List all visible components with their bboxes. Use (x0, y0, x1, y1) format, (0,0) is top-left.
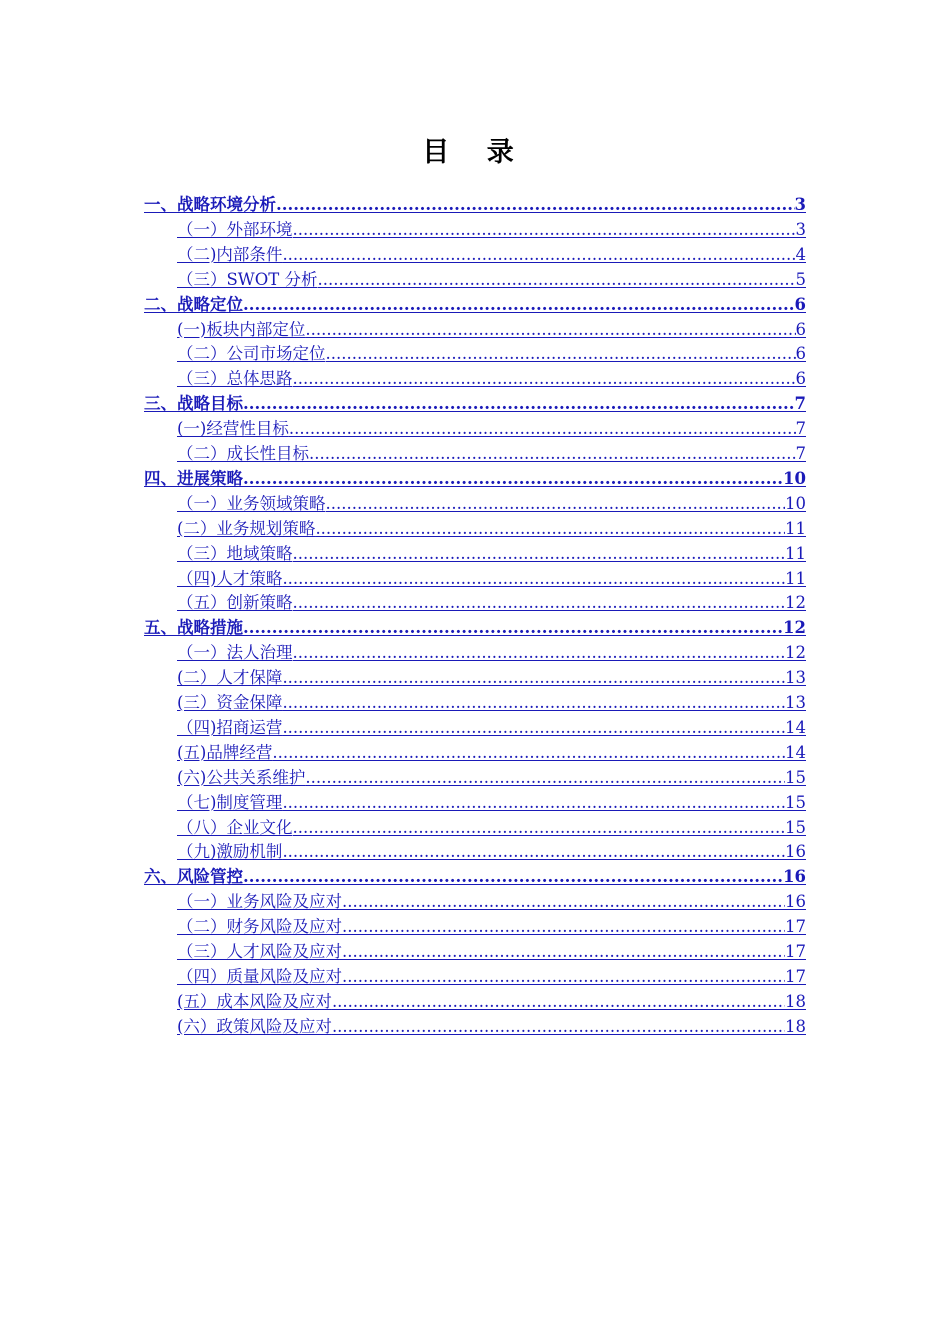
toc-page-number: 6 (795, 344, 806, 364)
toc-dot-leader (342, 964, 785, 989)
toc-entry-title: （一）外部环境 (177, 219, 293, 239)
toc-page-number: 3 (794, 195, 806, 214)
toc-entry-title: （一）法人治理 (177, 643, 293, 663)
toc-entry-title: （二）财务风险及应对 (177, 917, 342, 937)
toc-page-number: 17 (785, 917, 806, 937)
toc-section-link[interactable] (177, 317, 806, 342)
toc-dot-leader (293, 217, 796, 242)
toc-page-number: 15 (785, 767, 806, 787)
toc-dot-leader (282, 566, 785, 591)
toc-entry-title: 三、战略目标 (144, 394, 243, 414)
toc-page-number: 12 (785, 643, 806, 663)
toc-entry-title: 二、战略定位 (144, 294, 243, 314)
toc-entry-title: (六)公共关系维护 (177, 767, 306, 787)
toc-page-number: 14 (785, 742, 806, 762)
toc-entry-title: （四)招商运营 (177, 717, 283, 737)
toc-section-link[interactable] (177, 715, 806, 740)
toc-entry-title: (二）人才保障 (177, 668, 283, 688)
toc-page-number: 10 (785, 493, 806, 513)
toc-section-link[interactable] (177, 839, 806, 864)
toc-page-number: 12 (785, 593, 806, 613)
toc-dot-leader (305, 765, 785, 790)
toc-chapter-link[interactable] (144, 466, 806, 491)
toc-section-link[interactable] (177, 267, 806, 292)
toc-entry-title: (一)板块内部定位 (177, 319, 306, 339)
toc-section-link[interactable] (177, 1014, 806, 1039)
toc-entry-title: (一)经营性目标 (177, 419, 289, 439)
toc-entry-title: （三）总体思路 (177, 369, 293, 389)
toc-dot-leader (282, 790, 785, 815)
toc-page-number: 17 (785, 966, 806, 986)
toc-section-link[interactable] (177, 640, 806, 665)
toc-page-number: 16 (785, 892, 806, 912)
toc-page-number: 5 (795, 269, 806, 289)
toc-entry-title: （一）业务风险及应对 (177, 892, 342, 912)
toc-dot-leader (272, 740, 785, 765)
toc-page-number: 16 (783, 867, 806, 887)
toc-dot-leader (342, 939, 785, 964)
toc-dot-leader (309, 441, 796, 466)
toc-section-link[interactable] (177, 914, 806, 939)
toc-dot-leader (243, 864, 783, 889)
toc-entry-title: （四)人才策略 (177, 568, 283, 588)
toc-page-number: 18 (785, 991, 806, 1011)
toc-section-link[interactable] (177, 366, 806, 391)
toc-page-number: 13 (785, 693, 806, 712)
toc-page-number: 4 (795, 244, 806, 264)
toc-entry-title: （一）业务领域策略 (177, 493, 326, 513)
toc-dot-leader (326, 491, 786, 516)
toc-page-number: 12 (783, 618, 806, 638)
toc-chapter-link[interactable] (144, 192, 806, 217)
toc-page-number: 3 (795, 219, 806, 239)
toc-section-link[interactable] (177, 590, 806, 615)
toc-entry-title: （二）成长性目标 (177, 444, 309, 463)
toc-chapter-link[interactable] (144, 391, 806, 416)
toc-dot-leader (243, 466, 783, 491)
toc-entry-title: （八）企业文化 (177, 817, 293, 837)
toc-entry-title: （二）公司市场定位 (177, 344, 326, 364)
toc-title: 目 录 (422, 137, 528, 168)
toc-dot-leader (282, 665, 785, 690)
toc-dot-leader (293, 590, 786, 615)
toc-dot-leader (332, 1014, 785, 1039)
toc-entry-title: （九)激励机制 (177, 842, 283, 862)
toc-section-link[interactable] (177, 665, 806, 690)
toc-entry-title: （四）质量风险及应对 (177, 966, 342, 986)
toc-page-number: 7 (795, 419, 806, 439)
toc-page-number: 6 (794, 294, 806, 314)
toc-dot-leader (293, 815, 786, 840)
toc-dot-leader (243, 391, 795, 416)
toc-page-number: 7 (794, 394, 806, 414)
toc-section-link[interactable] (177, 491, 806, 516)
toc-dot-leader (332, 989, 785, 1014)
toc-entry-title: （七)制度管理 (177, 792, 283, 812)
toc-section-link[interactable] (177, 964, 806, 989)
toc-section-link[interactable] (177, 790, 806, 815)
toc-dot-leader (293, 366, 796, 391)
toc-dot-leader (293, 541, 786, 566)
toc-entry-title: (五）成本风险及应对 (177, 991, 332, 1011)
toc-section-link[interactable] (177, 341, 806, 366)
toc-entry-title: （三）SWOT 分析 (177, 269, 318, 289)
toc-dot-leader (318, 267, 796, 292)
toc-section-link[interactable] (177, 939, 806, 964)
toc-entry-title: 一、战略环境分析 (144, 195, 276, 214)
toc-section-link[interactable] (177, 516, 806, 541)
toc-page-number: 6 (795, 319, 806, 339)
toc-section-link[interactable] (177, 889, 806, 914)
toc-section-link[interactable] (177, 690, 806, 715)
toc-section-link[interactable] (177, 566, 806, 591)
toc-section-link[interactable] (177, 242, 806, 267)
toc-chapter-link[interactable] (144, 615, 806, 640)
toc-dot-leader (342, 914, 785, 939)
toc-dot-leader (282, 839, 785, 864)
toc-section-link[interactable] (177, 541, 806, 566)
toc-chapter-link[interactable] (144, 864, 806, 889)
toc-page-number: 15 (785, 817, 806, 837)
toc-page-number: 6 (795, 369, 806, 389)
toc-page-number: 11 (785, 543, 806, 563)
toc-dot-leader (282, 690, 785, 715)
toc-dot-leader (243, 615, 783, 640)
toc-dot-leader (282, 242, 795, 267)
toc-dot-leader (342, 889, 785, 914)
toc-page-number: 13 (785, 668, 806, 688)
toc-section-link[interactable] (177, 989, 806, 1014)
toc-entry-title: (六）政策风险及应对 (177, 1016, 332, 1036)
toc-page-number: 14 (785, 717, 806, 737)
toc-page-number: 11 (785, 568, 806, 588)
toc-section-link[interactable] (177, 740, 806, 765)
toc-entry-title: 六、风险管控 (144, 867, 243, 887)
toc-entry-title: 五、战略措施 (144, 618, 243, 638)
toc-chapter-link[interactable] (144, 292, 806, 317)
toc-page-number: 15 (785, 792, 806, 812)
toc-entry-title: （五）创新策略 (177, 593, 293, 613)
toc-section-link[interactable] (177, 416, 806, 441)
toc-page-number: 18 (785, 1016, 806, 1036)
toc-dot-leader (326, 341, 796, 366)
toc-entry-title: (三）资金保障 (177, 693, 283, 712)
toc-dot-leader (243, 292, 795, 317)
toc-dot-leader (293, 640, 786, 665)
toc-section-link[interactable] (177, 765, 806, 790)
toc-section-link[interactable] (177, 441, 806, 466)
toc-entry-title: (五)品牌经营 (177, 742, 273, 762)
toc-entry-title: （三）地域策略 (177, 543, 293, 563)
toc-entry-title: 四、进展策略 (144, 468, 243, 488)
toc-section-link[interactable] (177, 217, 806, 242)
toc-entry-title: （三）人才风险及应对 (177, 942, 342, 961)
toc-dot-leader (305, 317, 795, 342)
toc-page-number: 7 (795, 444, 806, 463)
toc-entry-title: (二）业务规划策略 (177, 518, 316, 538)
toc-dot-leader (276, 192, 795, 217)
toc-page-number: 16 (785, 842, 806, 862)
toc-page-number: 11 (785, 518, 806, 538)
toc-dot-leader (315, 516, 785, 541)
toc-dot-leader (282, 715, 785, 740)
toc-dot-leader (289, 416, 796, 441)
toc-entry-title: （二)内部条件 (177, 244, 283, 264)
toc-page-number: 17 (785, 942, 806, 961)
toc-page-number: 10 (783, 468, 806, 488)
toc-section-link[interactable] (177, 815, 806, 840)
